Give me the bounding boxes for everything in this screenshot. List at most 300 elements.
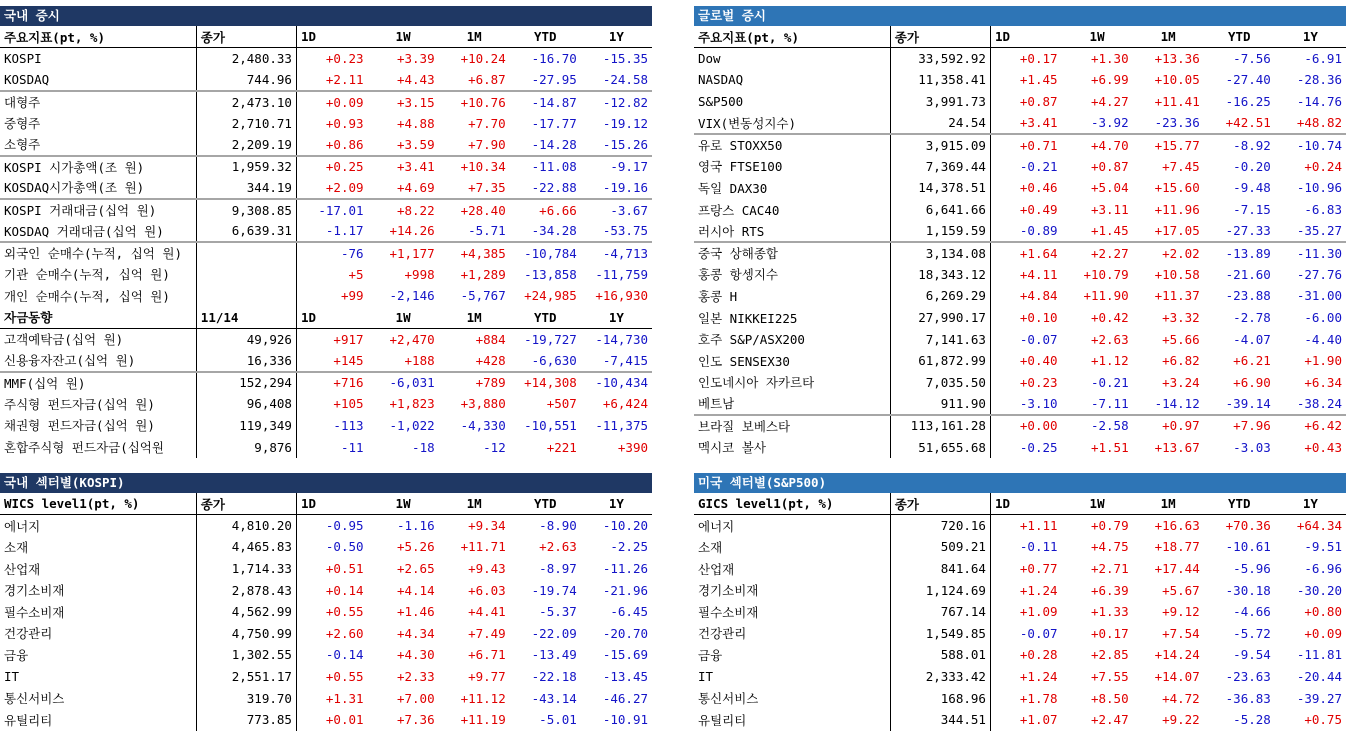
column-header: 1M [439,493,510,515]
change-value: +0.77 [1019,561,1058,577]
change-value: -1.17 [325,223,364,239]
table-row [0,644,652,666]
change-value: +11.12 [460,690,506,706]
change-value: +1.24 [1019,669,1058,685]
change-value: -9.17 [581,156,652,178]
row-label: KOSPI 시가총액(조 원) [0,156,196,178]
change-value: +6.99 [1090,72,1129,88]
change-value: +2.60 [325,625,364,641]
table-row [694,644,1346,666]
table-header-row [0,26,652,48]
change-value: +14.26 [389,223,435,239]
change-value: -22.09 [531,625,577,641]
row-label: VIX(변동성지수) [694,112,890,134]
column-header: 1W [368,493,439,515]
change-value: +0.71 [990,134,1061,156]
change-value: +7.96 [1204,415,1275,437]
column-header: YTD [1204,26,1275,48]
change-value: +2.65 [396,561,435,577]
close-value: 3,915.09 [890,134,990,156]
row-label: 채권형 펀드자금(십억 원) [0,415,196,437]
change-value: +3.15 [368,91,439,113]
change-value: +17.44 [1154,561,1200,577]
change-value: -39.27 [1296,690,1342,706]
change-value: -34.28 [531,223,577,239]
row-label: 건강관리 [0,623,196,645]
change-value: -6,031 [368,372,439,394]
column-header: 1Y [1275,493,1346,515]
row-label: 통신서비스 [694,687,890,709]
change-value: -13.49 [531,647,577,663]
close-value: 1,714.33 [196,558,296,580]
change-value: -27.76 [1296,266,1342,282]
table-row [0,177,652,199]
change-value: +1,823 [389,396,435,412]
row-label: 개인 순매수(누적, 십억 원) [0,285,196,307]
change-value: -3.10 [1019,395,1058,411]
change-value: +2,470 [389,331,435,347]
change-value: +1.24 [1019,582,1058,598]
change-value: +6.42 [1275,415,1346,437]
change-value: +48.82 [1296,115,1342,131]
change-value: -6,630 [531,352,577,368]
change-value: +1.90 [1304,353,1342,369]
change-value: +6.71 [468,647,506,663]
change-value: +7.54 [1162,625,1200,641]
table-row [0,515,652,537]
row-label: KOSDAQ [0,69,196,91]
change-value: +884 [475,331,506,347]
change-value: -19.16 [602,179,648,195]
table-row [0,393,652,415]
table-row [0,536,652,558]
change-value: -7.15 [1233,202,1271,218]
row-label: 러시아 RTS [694,220,890,242]
row-label: 멕시코 볼사 [694,436,890,458]
row-label: IT [0,666,196,688]
column-header: YTD [510,26,581,48]
change-value: +1,177 [368,242,439,264]
close-value: 96,408 [196,393,296,415]
change-value: +14,308 [510,372,581,394]
close-value: 2,710.71 [196,112,296,134]
table-row [0,48,652,70]
change-value: -4,713 [581,242,652,264]
change-value: -10.91 [602,712,648,728]
change-value: -3.67 [581,199,652,221]
close-value: 7,035.50 [890,372,990,394]
change-value: +4.27 [1090,94,1129,110]
table-row [0,350,652,372]
change-value: -21.60 [1225,266,1271,282]
change-value: -11,759 [595,266,648,282]
panel-title: 미국 섹터별(S&P500) [694,473,1346,493]
change-value: -0.11 [1019,539,1058,555]
column-header: 종가 [890,26,990,48]
table-row [0,69,652,91]
row-label: 베트남 [694,393,890,415]
table-row [694,177,1346,199]
change-value: -35.27 [1296,223,1342,239]
change-value: -27.40 [1225,72,1271,88]
change-value: -46.27 [602,690,648,706]
change-value: -16.25 [1225,94,1271,110]
change-value: -5.72 [1233,625,1271,641]
close-value [196,285,296,307]
change-value: -11,375 [595,417,648,433]
change-value: +10.34 [439,156,510,178]
table-row [0,415,652,437]
close-value: 33,592.92 [890,48,990,70]
table-row [694,601,1346,623]
change-value: +1.46 [396,604,435,620]
change-value: +15.60 [1154,180,1200,196]
change-value: +2.11 [325,71,364,87]
change-value: +0.09 [1304,625,1342,641]
row-label: 경기소비재 [0,579,196,601]
row-label: 경기소비재 [694,579,890,601]
change-value: -6.96 [1304,561,1342,577]
change-value: +1.12 [1090,353,1129,369]
row-label: 브라질 보베스타 [694,415,890,437]
change-value: -0.89 [1019,223,1058,239]
change-value: -8.90 [539,518,577,534]
row-label: 금융 [694,644,890,666]
row-label: 에너지 [0,515,196,537]
row-label: 유틸리티 [0,709,196,731]
column-header: 1D [296,307,367,329]
column-header: YTD [510,493,581,515]
table-row [694,709,1346,731]
change-value: +0.00 [990,415,1061,437]
change-value: -16.70 [531,51,577,67]
data-table [694,493,1346,731]
close-value: 4,750.99 [196,623,296,645]
table-row [694,328,1346,350]
table-row [0,709,652,731]
change-value: +11.90 [1083,288,1129,304]
change-value: +7.35 [468,179,506,195]
change-value: +13.36 [1154,51,1200,67]
column-header: 주요지표(pt, %) [694,26,890,48]
column-header: 주요지표(pt, %) [0,26,196,48]
change-value: +11.96 [1154,202,1200,218]
change-value: +0.10 [1019,310,1058,326]
change-value: -6.83 [1304,202,1342,218]
row-label: NASDAQ [694,69,890,91]
change-value: +7.55 [1090,669,1129,685]
close-value [196,242,296,264]
close-value: 6,269.29 [890,285,990,307]
change-value: +6.82 [1162,353,1200,369]
change-value: +0.46 [1019,180,1058,196]
change-value: -19.74 [531,582,577,598]
row-label: 대형주 [0,91,196,113]
row-label: 프랑스 CAC40 [694,199,890,221]
table-row [694,48,1346,70]
change-value: -76 [296,242,367,264]
change-value: +0.17 [1090,625,1129,641]
change-value: -9.54 [1233,647,1271,663]
panel-us-sector [694,473,1346,731]
close-value: 2,551.17 [196,666,296,688]
table-header-row [694,493,1346,515]
change-value: +390 [617,439,648,455]
table-row [694,415,1346,437]
change-value: -10.20 [602,518,648,534]
change-value: +99 [340,288,364,304]
change-value: +16,930 [595,288,648,304]
column-header: 1M [1133,493,1204,515]
table-row [694,307,1346,329]
change-value: +1,289 [460,266,506,282]
change-value: +0.55 [325,669,364,685]
change-value: -10,434 [581,372,652,394]
close-value: 2,333.42 [890,666,990,688]
row-label: 에너지 [694,515,890,537]
change-value: +0.43 [1304,439,1342,455]
change-value: +42.51 [1225,115,1271,131]
change-value: +7.49 [468,625,506,641]
table-header-row [0,493,652,515]
close-value: 27,990.17 [890,307,990,329]
panel-domestic-market [0,6,652,458]
close-value: 911.90 [890,393,990,415]
close-value: 1,959.32 [196,156,296,178]
change-value: -1,022 [389,417,435,433]
table-row [0,91,652,113]
change-value: +0.75 [1304,712,1342,728]
close-value: 24.54 [890,112,990,134]
column-header: 1Y [1275,26,1346,48]
close-value: 2,209.19 [196,134,296,156]
change-value: -2.25 [610,539,648,555]
column-header: 1Y [581,26,652,48]
change-value: +5.26 [396,539,435,555]
change-value: +6.66 [510,199,581,221]
change-value: -4.40 [1304,331,1342,347]
change-value: +1.31 [325,690,364,706]
change-value: +11.37 [1154,288,1200,304]
change-value: -0.20 [1233,158,1271,174]
close-value: 344.51 [890,709,990,731]
change-value: -10.61 [1225,539,1271,555]
change-value: +7.45 [1162,158,1200,174]
change-value: +0.09 [296,91,367,113]
change-value: +3.32 [1162,310,1200,326]
change-value: +5.66 [1162,331,1200,347]
table-row [0,156,652,178]
change-value: -7,415 [602,352,648,368]
change-value: +0.87 [1090,158,1129,174]
change-value: +70.36 [1225,518,1271,534]
change-value: -11.30 [1275,242,1346,264]
change-value: +0.28 [1019,647,1058,663]
change-value: -13.45 [602,669,648,685]
close-value: 509.21 [890,536,990,558]
row-label: 신용융자잔고(십억 원) [0,350,196,372]
table-row [694,350,1346,372]
row-label: 혼합주식형 펀드자금(십억원 [0,436,196,458]
change-value: +10.76 [439,91,510,113]
row-label: 산업재 [694,558,890,580]
change-value: -23.36 [1154,115,1200,131]
change-value: -6.91 [1304,51,1342,67]
table-row [694,156,1346,178]
column-header: 1Y [581,307,652,329]
column-header: 1M [1133,26,1204,48]
change-value: -13,858 [524,266,577,282]
change-value: -0.21 [1090,374,1129,390]
row-label: 소형주 [0,134,196,156]
close-value: 1,159.59 [890,220,990,242]
table-row [694,69,1346,91]
close-value: 3,991.73 [890,91,990,113]
close-value: 16,336 [196,350,296,372]
change-value: -4.07 [1233,331,1271,347]
change-value: +998 [404,266,435,282]
column-header: 11/14 [196,307,296,329]
change-value: +3.39 [396,51,435,67]
table-row [694,242,1346,264]
change-value: +5.67 [1162,582,1200,598]
row-label: S&P500 [694,91,890,113]
change-value: +1.30 [1090,51,1129,67]
change-value: +3.59 [396,136,435,152]
table-row [0,328,652,350]
panel-title: 국내 증시 [0,6,652,26]
change-value: -5,767 [460,288,506,304]
table-row [0,558,652,580]
change-value: -11.26 [602,561,648,577]
row-label: 홍콩 H [694,285,890,307]
table-row [0,220,652,242]
change-value: +507 [546,396,577,412]
column-header: GICS level1(pt, %) [694,493,890,515]
change-value: +2.85 [1090,647,1129,663]
change-value: -3.03 [1233,439,1271,455]
change-value: +0.80 [1304,604,1342,620]
close-value [196,264,296,286]
change-value: +0.93 [325,115,364,131]
close-value: 51,655.68 [890,436,990,458]
change-value: -2,146 [389,288,435,304]
row-label: 중국 상해종합 [694,242,890,264]
table-row [694,199,1346,221]
change-value: +16.63 [1154,518,1200,534]
change-value: -14.28 [531,136,577,152]
change-value: -12.82 [581,91,652,113]
change-value: -38.24 [1296,395,1342,411]
change-value: +0.51 [325,561,364,577]
close-value: 3,134.08 [890,242,990,264]
table-row [694,687,1346,709]
change-value: -13.89 [1204,242,1275,264]
change-value: -5.96 [1233,561,1271,577]
row-label: 홍콩 항셍지수 [694,264,890,286]
table-row [0,579,652,601]
column-header: 1W [1062,26,1133,48]
row-label: 금융 [0,644,196,666]
change-value: -53.75 [602,223,648,239]
change-value: -10,784 [510,242,581,264]
change-value: -10,551 [524,417,577,433]
change-value: +4.34 [396,625,435,641]
row-label: 산업재 [0,558,196,580]
change-value: +13.67 [1154,439,1200,455]
change-value: +4.72 [1162,690,1200,706]
change-value: +11.19 [460,712,506,728]
change-value: -5.37 [539,604,577,620]
change-value: +6.03 [468,582,506,598]
change-value: +6.87 [468,71,506,87]
close-value: 2,878.43 [196,579,296,601]
change-value: -10.96 [1296,180,1342,196]
change-value: -31.00 [1296,288,1342,304]
close-value: 1,549.85 [890,623,990,645]
change-value: +2.02 [1133,242,1204,264]
change-value: -43.14 [531,690,577,706]
change-value: +0.01 [325,712,364,728]
close-value: 344.19 [196,177,296,199]
change-value: +9.22 [1162,712,1200,728]
close-value: 588.01 [890,644,990,666]
change-value: +6.21 [1233,353,1271,369]
close-value: 773.85 [196,709,296,731]
change-value: -5.28 [1233,712,1271,728]
change-value: +5.04 [1090,180,1129,196]
close-value: 9,876 [196,436,296,458]
row-label: 인도네시아 자카르타 [694,372,890,394]
change-value: +1.07 [1019,712,1058,728]
change-value: -7.11 [1090,395,1129,411]
row-label: KOSPI [0,48,196,70]
table-row [0,436,652,458]
change-value: +0.25 [296,156,367,178]
change-value: +221 [546,439,577,455]
change-value: -20.70 [602,625,648,641]
change-value: +3,880 [460,396,506,412]
change-value: -11.81 [1296,647,1342,663]
table-row [694,220,1346,242]
column-header: 종가 [196,493,296,515]
change-value: +10.24 [460,51,506,67]
change-value: +917 [333,331,364,347]
change-value: -6.00 [1304,310,1342,326]
change-value: +4.14 [396,582,435,598]
column-header: 1W [368,26,439,48]
change-value: -19,727 [524,331,577,347]
close-value: 18,343.12 [890,264,990,286]
change-value: -2.58 [1062,415,1133,437]
change-value: +17.05 [1154,223,1200,239]
change-value: +3.11 [1090,202,1129,218]
column-header: 1D [296,493,367,515]
column-header: 1D [296,26,367,48]
table-row [694,623,1346,645]
table-row [694,436,1346,458]
row-label: Dow [694,48,890,70]
change-value: -36.83 [1225,690,1271,706]
change-value: -4.66 [1233,604,1271,620]
change-value: -14,730 [595,331,648,347]
row-label: KOSPI 거래대금(십억 원) [0,199,196,221]
close-value: 4,562.99 [196,601,296,623]
change-value: -14.76 [1296,94,1342,110]
change-value: +0.17 [1019,51,1058,67]
change-value: -6.45 [610,604,648,620]
row-label: 주식형 펀드자금(십억 원) [0,393,196,415]
